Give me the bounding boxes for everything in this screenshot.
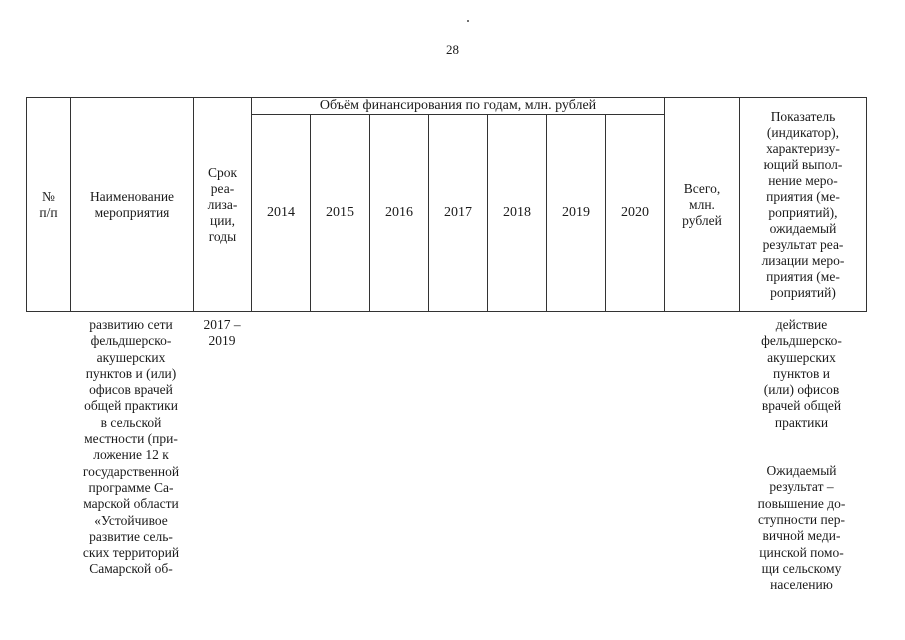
year-2014: 2014: [252, 115, 311, 312]
indicator-text-line: врачей общей: [761, 398, 842, 414]
name-line: общей практики: [84, 398, 178, 414]
result-text-line: вичной меди-: [762, 528, 841, 544]
year-2020: 2020: [606, 115, 665, 312]
indicator-line: (индикатор),: [766, 124, 840, 140]
name-line: ских территорий: [82, 545, 180, 561]
result-text-line: повышение до-: [757, 495, 846, 511]
term-line: лиза-: [207, 196, 238, 212]
term-value-line: 2017 –: [203, 317, 241, 332]
result-text-line: результат –: [769, 479, 834, 495]
header-funding: Объём финансирования по годам, млн. рублей: [252, 98, 665, 115]
header-total: [665, 98, 740, 312]
total-line: Всего,: [683, 180, 721, 196]
year-2017: 2017: [429, 115, 488, 312]
activity-name: [70, 317, 192, 578]
name-line: Самарской об-: [89, 561, 173, 577]
name-line: марской области: [83, 496, 179, 512]
result-text-line: населению: [770, 577, 833, 593]
name-line: государственной: [82, 463, 180, 479]
header-indicator: [740, 98, 867, 312]
indicator-text-line: действие: [775, 317, 828, 332]
spacer: [738, 447, 865, 463]
header-name: Наименование мероприятия: [71, 98, 194, 312]
result-text-line: ступности пер-: [758, 511, 845, 527]
term-value-line: 2019: [208, 333, 236, 349]
indicator-line: ожидаемый: [769, 220, 837, 236]
header-table: [26, 97, 867, 312]
year-2018: 2018: [488, 115, 547, 312]
name-line: развитие сель-: [89, 528, 173, 544]
year-2016: 2016: [370, 115, 429, 312]
indicator-line: приятия (ме-: [766, 188, 840, 204]
indicator-text-line: фельдшерско-: [761, 333, 842, 349]
scan-speck: [467, 20, 469, 22]
term-line: годы: [208, 228, 237, 244]
spacer: [738, 431, 865, 447]
name-line: в сельской: [100, 414, 162, 430]
indicator-line: роприятий): [770, 284, 836, 300]
indicator-cell: [738, 317, 865, 593]
header-num: № п/п: [27, 98, 71, 312]
page-number: 28: [446, 42, 459, 57]
name-line: фельдшерско-: [90, 333, 172, 349]
year-2015: 2015: [311, 115, 370, 312]
indicator-line: нение меро-: [768, 172, 838, 188]
name-line: «Устойчивое: [94, 512, 168, 528]
indicator-line: ющий выпол-: [763, 156, 843, 172]
indicator-line: характеризу-: [766, 140, 840, 156]
total-line: рублей: [682, 212, 722, 228]
indicator-text-line: пунктов и: [772, 365, 831, 381]
total-line: млн.: [689, 196, 715, 212]
term-line: ции,: [209, 212, 236, 228]
indicator-text-line: (или) офисов: [763, 382, 840, 398]
result-text-line: Ожидаемый: [766, 463, 837, 479]
indicator-line: лизации меро-: [761, 252, 845, 268]
year-2019: 2019: [547, 115, 606, 312]
indicator-line: приятия (ме-: [766, 268, 840, 284]
result-text-line: цинской помо-: [759, 544, 844, 560]
indicator-line: роприятий),: [768, 204, 838, 220]
name-line: акушерских: [96, 349, 166, 365]
indicator-line: результат реа-: [762, 236, 844, 252]
name-line: программе Са-: [88, 479, 174, 495]
name-line: пунктов и (или): [85, 365, 177, 381]
name-line: развитию сети: [89, 317, 173, 332]
name-line: местности (при-: [84, 431, 178, 447]
indicator-text-line: практики: [774, 414, 829, 430]
name-line: ложение 12 к: [93, 447, 169, 463]
term-line: реа-: [210, 180, 235, 196]
header-term: [194, 98, 252, 312]
indicator-line: Показатель: [770, 108, 836, 124]
term-line: Срок: [207, 164, 238, 180]
indicator-text-line: акушерских: [767, 349, 836, 365]
result-text-line: щи сельскому: [761, 560, 842, 576]
name-line: офисов врачей: [89, 382, 173, 398]
implementation-term: [193, 317, 251, 350]
